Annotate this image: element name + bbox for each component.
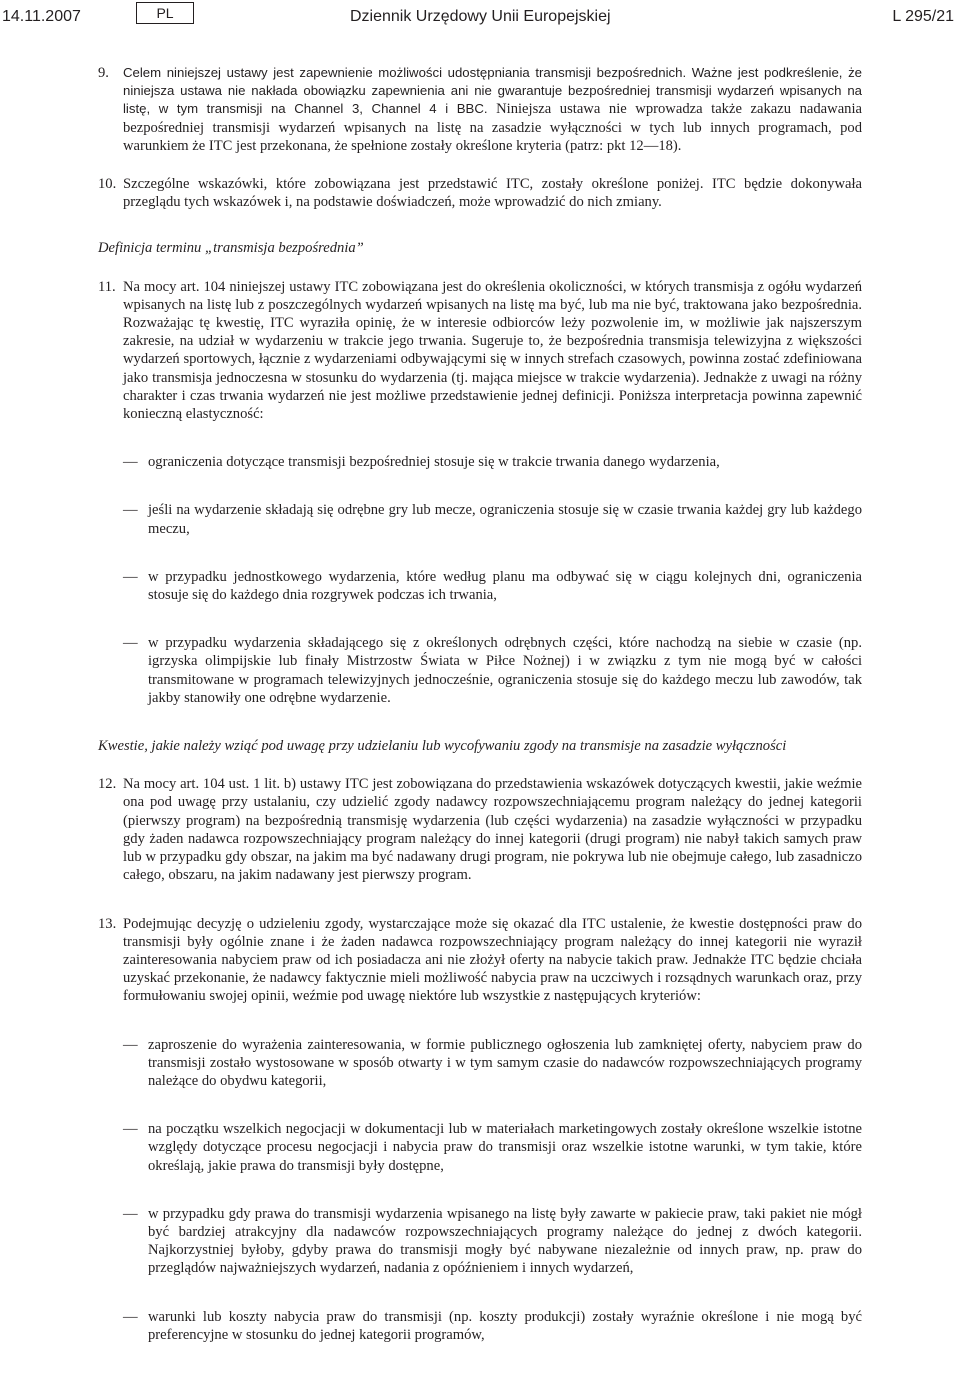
dash-marker: — xyxy=(123,635,138,652)
dash-marker: — xyxy=(123,1308,138,1325)
paragraph-text: Na mocy art. 104 niniejszej ustawy ITC zobowiązana jest do określenia okoliczności, w których transmisja z ogółu wydarzeń wpisanych na listę lub z poszczególnych wydarzeń wpisanych na listę ma być, lub ma nie być, traktowana jako bezpośrednia. Rozważając tę kwestię, ITC wyraziła opinię, że w interesie odbiorców leży pozwolenie im, w możliwie jak najszerszym zakresie, na udział w wydarzeniu w trakcie jego trwania. Sugeruje to, że bezpośrednia transmisja telewizyjna z większości wydarzeń sportowych, łącznie z wydarzeniami odbywającymi się w innych strefach czasowych, powinna zostać zdefiniowana jako transmisja jednoczesna w stosunku do wydarzenia (tj. mająca miejsce w trakcie wydarzenia). Jednakże z uwagi na różny charakter i czas trwania wydarzeń nie jest możliwe przedstawienie jednej definicji. Poniższa interpretacja powinna zapewnić konieczną elastyczność: xyxy=(123,278,862,423)
list-item-text: na początku wszelkich negocjacji w dokumentacji lub w materiałach marketingowych zostały określone wszelkie istotne względy dotyczące procesu negocjacji i nabycia praw do transmisji oraz wszelkie istotne warunki, w tym takie, które określają, jakie prawa do transmisji były dostępne, xyxy=(148,1121,862,1174)
dash-marker: — xyxy=(123,1205,138,1222)
paragraph-9 xyxy=(98,64,862,155)
paragraph-text: Na mocy art. 104 ust. 1 lit. b) ustawy ITC jest zobowiązana do przedstawienia wskazówek dotyczących kwestii, jakie weźmie ona pod uwagę przy ustalaniu, czy udzielić zgody nadawcy rozpowszechniającemu program należący do jednej kategorii (pierwszy program) na bezpośrednią transmisję wydarzenia (lub części wydarzenia) na zasadzie wyłączności w przypadku gdy żaden nadawca rozpowszechniający program należący do innej kategorii (drugi program) nie nabył takich samych praw lub w przypadku gdy obszar, na jakim ma być nadawany drugi program, nie pokrywa lub nie obejmuje całego, lub zasadniczo całego, obszaru, na jakim nadawany jest pierwszy program. xyxy=(123,776,862,884)
section-heading: Definicja terminu „transmisja bezpośrednia” xyxy=(98,240,364,257)
list-item xyxy=(98,1205,862,1278)
section-heading: Kwestie, jakie należy wziąć pod uwagę przy udzielaniu lub wycofywaniu zgody na transmisje na zasadzie wyłączności xyxy=(98,738,787,755)
page-number: L 295/21 xyxy=(892,8,954,25)
list-item-text: ograniczenia dotyczące transmisji bezpośredniej stosuje się w trakcie trwania danego wydarzenia, xyxy=(148,454,720,471)
list-item-text: warunki lub koszty nabycia praw do transmisji (np. koszty produkcji) zostały wyraźnie określone i nie mogą być preferencyjne w stosunku do jednej kategorii programów, xyxy=(148,1308,862,1343)
page-header xyxy=(0,0,960,40)
paragraph-text: Niniejsza ustawa nie wprowadza także zakazu nadawania bezpośredniej transmisji wydarzeń wpisanych na listę na zasadzie wyłączności w tych lub innych programach, pod warunkiem że ITC jest przekonana, że spełnione zostały określone kryteria (patrz: pkt 12—18). xyxy=(123,101,862,154)
paragraph-12 xyxy=(98,775,862,884)
dash-marker: — xyxy=(123,1121,138,1138)
dash-marker: — xyxy=(123,454,138,471)
publication-date: 14.11.2007 xyxy=(2,8,81,25)
list-item xyxy=(98,1120,862,1175)
journal-title: Dziennik Urzędowy Unii Europejskiej xyxy=(350,8,611,25)
list-item xyxy=(98,634,862,707)
language-badge: PL xyxy=(136,2,194,24)
paragraph-10 xyxy=(98,175,862,211)
paragraph-text-sans: Celem niniejszej ustawy jest zapewnienie możliwości udostępniania transmisji bezpośrednich. Ważne jest podkreślenie, że niniejsza ustawa nie nakłada obowiązku zapewnienia ani nie gwarantuje bezpośredniej transmisji wydarzeń wpisanych na listę, w tym transmisji na Channel 3, Channel 4 i BBC. xyxy=(123,65,862,117)
paragraph-11 xyxy=(98,278,862,424)
list-item-text: w przypadku wydarzenia składającego się z określonych odrębnych części, które nachodzą na siebie w czasie (np. igrzyska olimpijskie lub finały Mistrzostw Świata w Piłce Nożnej) i w związku z tym nie mogą być w całości transmitowane w programach telewizyjnych jednocześnie, ograniczenia stosuje się do każdego meczu lub zawodów, tak jakby stanowiły one odrębne wydarzenie. xyxy=(148,635,862,706)
list-item xyxy=(98,1308,862,1344)
list-item-text: w przypadku gdy prawa do transmisji wydarzenia wpisanego na listę były zawarte w pakiecie praw, taki pakiet nie mógł być bardziej atrakcyjny dla nadawców rozpowszechniających programy należące do jednej z dwóch kategorii. Najkorzystniej byłoby, gdyby prawa do transmisji mogły być nabywane niezależnie od innych praw, np. praw do przeglądów najważniejszych wydarzeń, nadania z opóźnieniem i innych wydarzeń, xyxy=(148,1205,862,1277)
list-item-text: w przypadku jednostkowego wydarzenia, które według planu ma odbywać się w ciągu kolejnych dni, ograniczenia stosuje się do każdego dnia rozgrywek podczas ich trwania, xyxy=(148,568,862,604)
dash-marker: — xyxy=(123,1036,138,1053)
dash-marker: — xyxy=(123,502,138,519)
list-item xyxy=(98,501,862,537)
document-body xyxy=(98,64,862,1344)
paragraph-number: 11. xyxy=(98,278,116,295)
list-item xyxy=(98,1036,862,1091)
paragraph-number: 13. xyxy=(98,915,117,932)
list-item-text: zaproszenie do wyrażenia zainteresowania, w formie publicznego ogłoszenia lub zamkniętej oferty, nabyciem praw do transmisji zostało wystosowane w sposób otwarty i w tym samym czasie do nadawców rozpowszechniających programy należące do obydwu kategorii, xyxy=(148,1036,862,1089)
dash-marker: — xyxy=(123,568,138,585)
list-item-text: jeśli na wydarzenie składają się odrębne gry lub mecze, ograniczenia stosuje się w czasie trwania każdej gry lub każdego meczu, xyxy=(148,502,862,537)
paragraph-number: 10. xyxy=(98,176,117,193)
paragraph-text: Podejmując decyzję o udzieleniu zgody, wystarczające może się okazać dla ITC ustalenie, że kwestie dostępności praw do transmisji były ogólnie znane i że żaden nadawca rozpowszechniający program należący do innej kategorii nie wyraził zainteresowania nabyciem praw od ich posiadacza ani nie złożył oferty na nabycie takich praw. Jednakże ITC będzie chciała uzyskać przekonanie, że nadawcy faktycznie mieli możliwość nabycia praw na uczciwych i rozsądnych warunkach oraz, przy formułowaniu swojej opinii, weźmie pod uwagę niektóre lub wszystkie z następujących kryteriów: xyxy=(123,915,862,1005)
paragraph-number: 9. xyxy=(98,65,109,81)
list-item xyxy=(98,453,862,471)
paragraph-13 xyxy=(98,915,862,1006)
paragraph-text: Szczególne wskazówki, które zobowiązana jest przedstawić ITC, zostały określone poniżej. ITC będzie dokonywała przeglądu tych wskazówek i, na podstawie doświadczeń, może wprowadzić do nich zmiany. xyxy=(123,176,862,211)
list-item xyxy=(98,568,862,604)
paragraph-number: 12. xyxy=(98,776,117,793)
